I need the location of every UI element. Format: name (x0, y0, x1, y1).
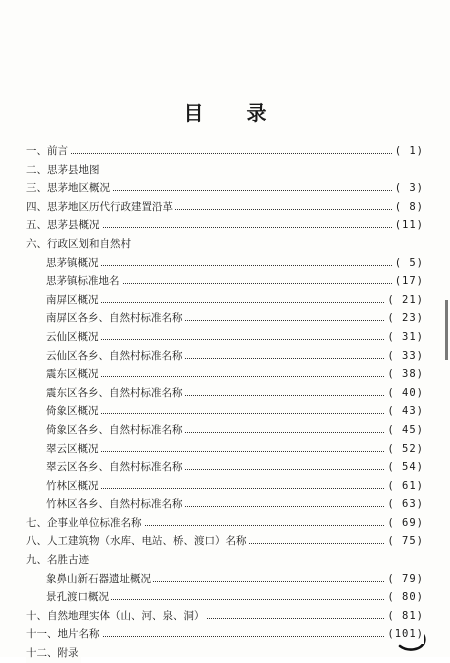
toc-entry (26, 142, 424, 161)
dot-leader (46, 376, 424, 377)
toc-entry-label: 翠云区各乡、自然村标准名称 (46, 458, 185, 477)
toc-entry-page-number: ( 52) (384, 440, 424, 459)
toc-entry (26, 161, 424, 180)
toc-entry-page-number: ( 1) (392, 142, 424, 161)
toc-entry-label: 九、名胜古迹 (26, 551, 91, 570)
toc-entry (26, 551, 424, 570)
toc-subentry (26, 347, 424, 366)
toc-entry-page-number: ( 63) (384, 495, 424, 514)
toc-entry-label: 震东区概况 (46, 365, 101, 384)
toc-entry-page-number: ( 81) (384, 607, 424, 626)
toc-entry-label: 翠云区概况 (46, 440, 101, 459)
toc-entry (26, 179, 424, 198)
toc-entry-page-number: ( 5) (392, 254, 424, 273)
toc-entry-label: 三、思茅地区概况 (26, 179, 112, 198)
toc-entry (26, 216, 424, 235)
toc-entry (26, 532, 424, 551)
toc-entry-label: 震东区各乡、自然村标准名称 (46, 384, 185, 403)
toc-entry (26, 644, 424, 663)
toc-entry-label: 南屏区概况 (46, 291, 101, 310)
toc-entry-label: 竹林区概况 (46, 477, 101, 496)
toc-entry-page-number: ( 21) (384, 291, 424, 310)
toc-entry-label: 象鼻山新石器遗址概况 (46, 570, 153, 589)
dot-leader (46, 339, 424, 340)
toc-entry-label: 八、人工建筑物（水库、电站、桥、渡口）名称 (26, 532, 249, 551)
toc-subentry (26, 477, 424, 496)
toc-subentry (26, 458, 424, 477)
toc-entry (26, 235, 424, 254)
dot-leader (46, 302, 424, 303)
dot-leader (26, 153, 424, 154)
scan-edge-mark (445, 300, 448, 360)
toc-entry-page-number: (101) (384, 625, 424, 644)
toc-entry-label: 七、企事业单位标准名称 (26, 514, 144, 533)
toc-entry-page-number: ( 23) (384, 309, 424, 328)
toc-entry-label: 思茅镇概况 (46, 254, 101, 273)
dot-leader (46, 265, 424, 266)
toc-entry (26, 514, 424, 533)
toc-entry-page-number: ( 43) (384, 402, 424, 421)
toc-entry-label: 十二、附录 (26, 644, 81, 663)
dot-leader (46, 488, 424, 489)
toc-entry-label: 南屏区各乡、自然村标准名称 (46, 309, 185, 328)
toc-subentry (26, 421, 424, 440)
toc-entry-page-number: ( 61) (384, 477, 424, 496)
toc-entry-page-number: ( 69) (384, 514, 424, 533)
dot-leader (46, 451, 424, 452)
toc-subentry (26, 272, 424, 291)
toc-subentry (26, 495, 424, 514)
toc-entry (26, 625, 424, 644)
toc-subentry (26, 328, 424, 347)
toc-entry-label: 倚象区各乡、自然村标准名称 (46, 421, 185, 440)
toc-entry-page-number: ( 8) (392, 198, 424, 217)
toc-entry-label: 十、自然地理实体（山、河、泉、洞） (26, 607, 207, 626)
toc-subentry (26, 309, 424, 328)
toc-subentry (26, 570, 424, 589)
toc-entry-label: 思茅镇标准地名 (46, 272, 122, 291)
toc-entry-label: 十一、地片名称 (26, 625, 102, 644)
toc-entry-label: 景孔渡口概况 (46, 588, 111, 607)
toc-entry-label: 四、思茅地区历代行政建置沿革 (26, 198, 175, 217)
toc-subentry (26, 365, 424, 384)
toc-entry-label: 云仙区概况 (46, 328, 101, 347)
toc-entry-page-number: ( 80) (384, 588, 424, 607)
toc-entry-page-number: ( 40) (384, 384, 424, 403)
toc-entry-page-number: ( 31) (384, 328, 424, 347)
dot-leader (46, 413, 424, 414)
toc-entry-page-number: ( 3) (392, 179, 424, 198)
page-title: 目 录 (183, 101, 285, 125)
toc-entry-page-number: ( 54) (384, 458, 424, 477)
toc-subentry (26, 291, 424, 310)
toc-entry-page-number: ( 33) (384, 347, 424, 366)
toc-entry-label: 云仙区各乡、自然村标准名称 (46, 347, 185, 366)
toc-entry-label: 六、行政区划和自然村 (26, 235, 133, 254)
toc-entry-page-number: ( 75) (384, 532, 424, 551)
toc-entry (26, 607, 424, 626)
toc-entry-label: 一、前言 (26, 142, 70, 161)
toc-entry (26, 198, 424, 217)
toc-entry-label: 倚象区概况 (46, 402, 101, 421)
toc-subentry (26, 384, 424, 403)
toc-entry-page-number: (11) (392, 216, 424, 235)
toc-subentry (26, 254, 424, 273)
toc-entry-page-number: ( 45) (384, 421, 424, 440)
toc-entry-page-number: ( 38) (384, 365, 424, 384)
toc-subentry (26, 588, 424, 607)
table-of-contents (26, 142, 424, 663)
toc-entry-label: 竹林区各乡、自然村标准名称 (46, 495, 185, 514)
toc-subentry (26, 402, 424, 421)
toc-subentry (26, 440, 424, 459)
toc-entry-page-number: ( 79) (384, 570, 424, 589)
toc-entry-label: 五、思茅县概况 (26, 216, 102, 235)
toc-entry-page-number: (17) (392, 272, 424, 291)
toc-entry-label: 二、思茅县地图 (26, 161, 102, 180)
